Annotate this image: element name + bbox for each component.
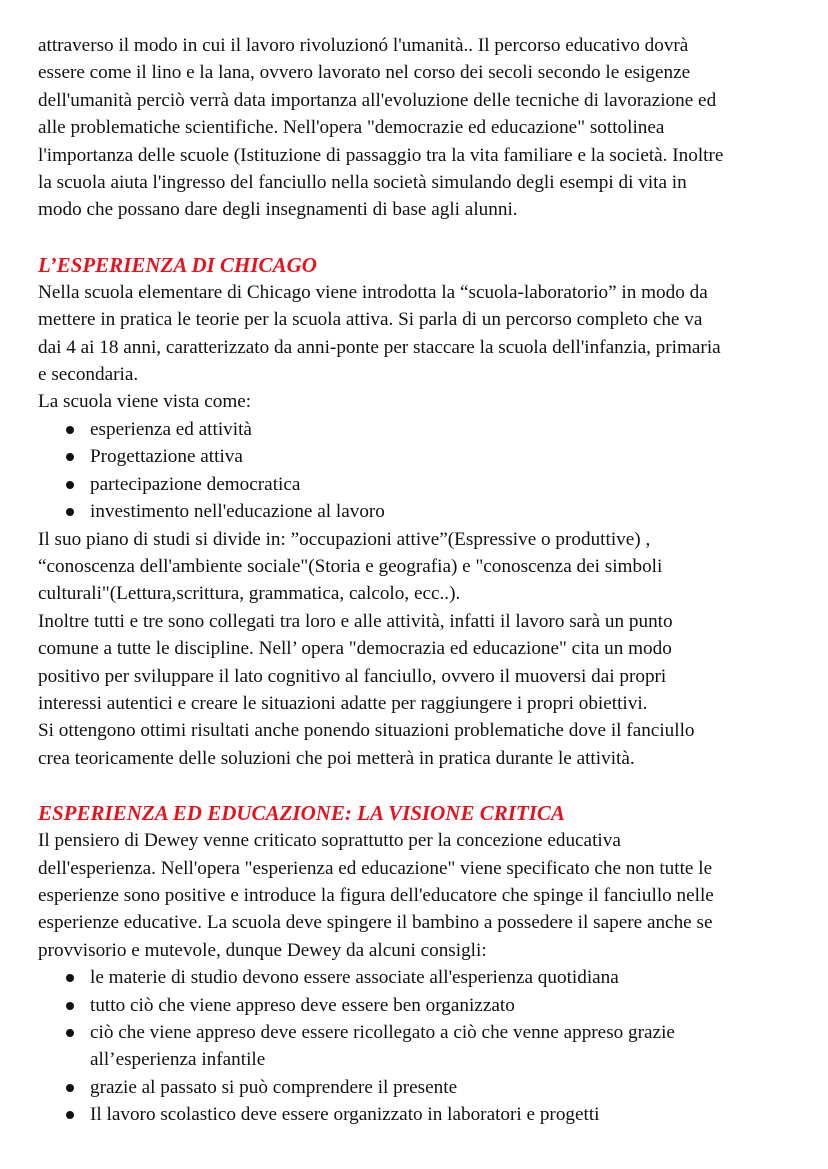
text-line: provvisorio e mutevole, dunque Dewey da alcuni consigli: [38, 939, 487, 961]
list-item: Progettazione attiva [66, 443, 798, 470]
list-item: ciò che viene appreso deve essere ricollegato a ciò che venne appreso grazie all’esperienza infantile [66, 1019, 798, 1074]
critica-bullet-list [38, 964, 798, 1128]
text-line: interessi autentici e creare le situazioni adatte per raggiungere i propri obiettivi. [38, 692, 648, 714]
text-line: modo che possano dare degli insegnamenti di base agli alunni. [38, 199, 518, 221]
list-item: tutto ciò che viene appreso deve essere ben organizzato [66, 992, 798, 1019]
intro-paragraph [38, 32, 798, 224]
text-line: e secondaria. [38, 364, 139, 386]
bullet-icon [66, 1084, 74, 1092]
text-line: dell'umanità perciò verrà data importanza all'evoluzione delle tecniche di lavorazione ed [38, 89, 717, 111]
list-item: partecipazione democratica [66, 471, 798, 498]
list-item: esperienza ed attività [66, 416, 798, 443]
critica-paragraph [38, 827, 798, 964]
text-line: alle problematiche scientifiche. Nell'opera "democrazie ed educazione" sottolinea [38, 117, 665, 139]
bullet-icon [66, 1002, 74, 1010]
list-intro: La scuola viene vista come: [38, 391, 252, 413]
list-item: le materie di studio devono essere associate all'esperienza quotidiana [66, 964, 798, 991]
text-line: esperienze educative. La scuola deve spingere il bambino a possedere il sapere anche se [38, 912, 713, 934]
text-line: comune a tutte le discipline. Nell’ opera "democrazia ed educazione" cita un modo [38, 638, 672, 660]
bullet-icon [66, 1029, 74, 1037]
chicago-bullet-list [38, 416, 798, 526]
text-line: esperienze sono positive e introduce la figura dell'educatore che spinge il fanciullo nelle [38, 884, 714, 906]
text-line: positivo per sviluppare il lato cognitivo al fanciullo, ovvero il muoversi dai propri [38, 665, 667, 687]
text-line: Nella scuola elementare di Chicago viene introdotta la “scuola-laboratorio” in modo da [38, 281, 708, 303]
bullet-icon [66, 508, 74, 516]
list-item: Il lavoro scolastico deve essere organizzato in laboratori e progetti [66, 1101, 798, 1128]
text-line: dai 4 ai 18 anni, caratterizzato da anni-ponte per staccare la scuola dell'infanzia, primaria [38, 336, 721, 358]
bullet-icon [66, 481, 74, 489]
text-line: Il suo piano di studi si divide in: ”occupazioni attive”(Espressive o produttive) , [38, 528, 651, 550]
list-item: grazie al passato si può comprendere il presente [66, 1074, 798, 1101]
text-line: Inoltre tutti e tre sono collegati tra loro e alle attività, infatti il lavoro sarà un punto [38, 610, 673, 632]
bullet-icon [66, 453, 74, 461]
section-heading-chicago: L’ESPERIENZA DI CHICAGO [38, 252, 317, 277]
text-line: Si ottengono ottimi risultati anche ponendo situazioni problematiche dove il fanciullo [38, 720, 695, 742]
text-line: crea teoricamente delle soluzioni che poi metterà in pratica durante le attività. [38, 747, 635, 769]
text-line: attraverso il modo in cui il lavoro rivoluzionó l'umanità.. Il percorso educativo dovrà [38, 35, 689, 56]
bullet-icon [66, 426, 74, 434]
text-line: dell'esperienza. Nell'opera "esperienza ed educazione" viene specificato che non tutte le [38, 857, 713, 879]
list-item: investimento nell'educazione al lavoro [66, 498, 798, 525]
text-line: l'importanza delle scuole (Istituzione di passaggio tra la vita familiare e la società. Inoltre [38, 144, 724, 166]
text-line: Il pensiero di Dewey venne criticato soprattutto per la concezione educativa [38, 830, 621, 852]
chicago-paragraph-1 [38, 279, 798, 416]
bullet-icon [66, 1111, 74, 1119]
text-line: la scuola aiuta l'ingresso del fanciullo nella società simulando degli esempi di vita in [38, 172, 687, 194]
chicago-paragraph-2 [38, 526, 798, 773]
text-line: culturali"(Lettura,scrittura, grammatica, calcolo, ecc..). [38, 583, 461, 605]
bullet-icon [66, 974, 74, 982]
text-line: mettere in pratica le teorie per la scuola attiva. Si parla di un percorso completo che va [38, 309, 703, 331]
text-line: essere come il lino e la lana, ovvero lavorato nel corso dei secoli secondo le esigenze [38, 62, 691, 84]
section-heading-critica: ESPERIENZA ED EDUCAZIONE: LA VISIONE CRITICA [38, 801, 565, 826]
text-line: “conoscenza dell'ambiente sociale"(Storia e geografia) e "conoscenza dei simboli [38, 555, 663, 577]
